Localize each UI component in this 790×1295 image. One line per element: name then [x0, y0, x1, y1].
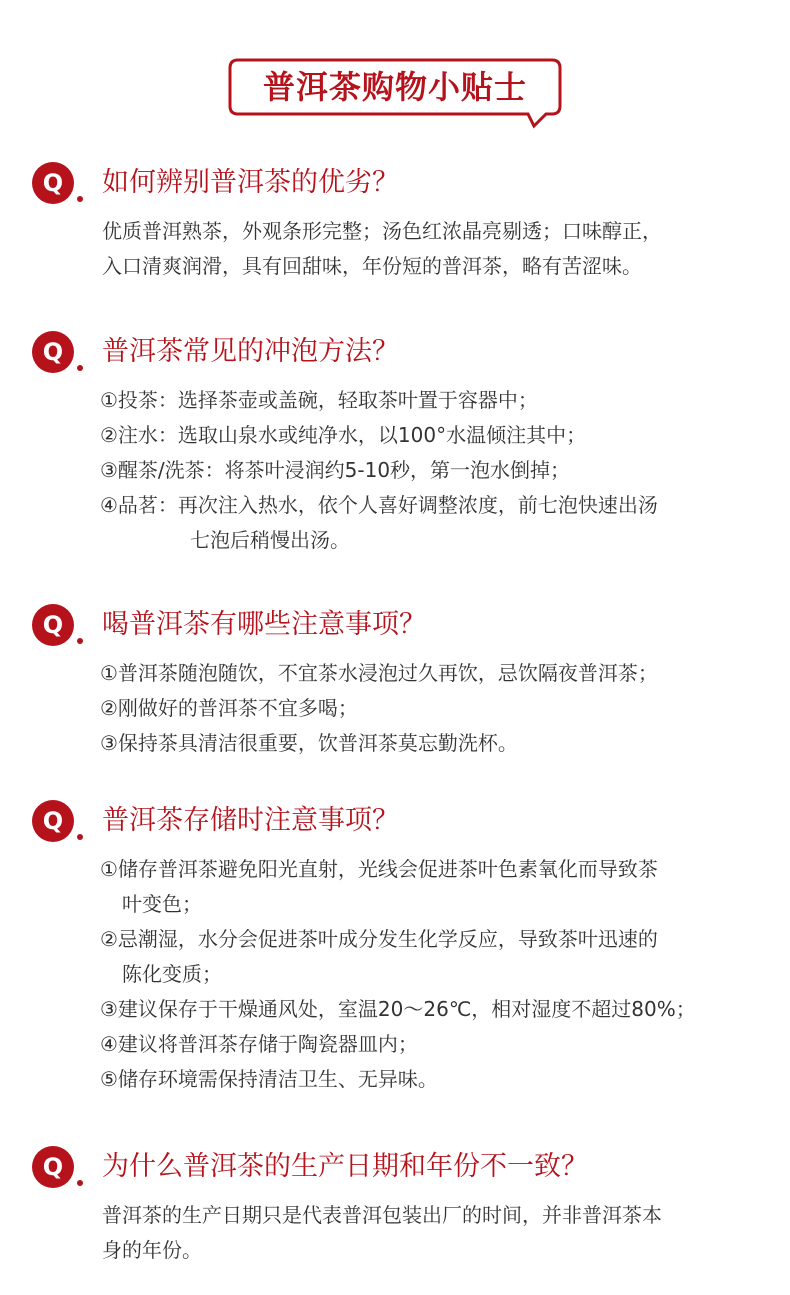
answer-line: ③建议保存于干燥通风处，室温20～26℃，相对湿度不超过80%；: [100, 997, 696, 1021]
q-badge-icon: [30, 160, 90, 206]
answer-line: 优质普洱熟茶，外观条形完整；汤色红浓晶亮剔透；口味醇正，: [102, 219, 662, 243]
answer-text: [102, 214, 662, 284]
answer-line: ①投茶：选择茶壶或盖碗，轻取茶叶置于容器中；: [100, 388, 538, 412]
page-title: 普洱茶购物小贴士: [262, 68, 527, 106]
title-banner: [228, 58, 562, 116]
answer-line: 陈化变质；: [122, 962, 222, 986]
answer-line: ⑤储存环境需保持清洁卫生、无异味。: [100, 1067, 438, 1091]
question-text: 如何辨别普洱茶的优劣？: [102, 167, 399, 198]
answer-line: 普洱茶的生产日期只是代表普洱包装出厂的时间，并非普洱茶本: [102, 1203, 662, 1227]
question-text: 普洱茶存储时注意事项？: [102, 805, 399, 836]
q-badge-letter: Q: [42, 611, 64, 639]
answer-line: 身的年份。: [102, 1238, 202, 1262]
q-badge-letter: Q: [42, 338, 64, 366]
q-badge-letter: Q: [42, 1153, 64, 1181]
answer-line: ②忌潮湿，水分会促进茶叶成分发生化学反应，导致茶叶迅速的: [100, 927, 658, 951]
q-badge-letter: Q: [42, 807, 64, 835]
answer-line: ③保持茶具清洁很重要，饮普洱茶莫忘勤洗杯。: [100, 731, 518, 755]
answer-line: ②刚做好的普洱茶不宜多喝；: [100, 696, 358, 720]
answer-line: ①储存普洱茶避免阳光直射，光线会促进茶叶色素氧化而导致茶: [100, 857, 658, 881]
answer-line: 入口清爽润滑，具有回甜味，年份短的普洱茶，略有苦涩味。: [102, 254, 642, 278]
q-badge-icon: [30, 1144, 90, 1190]
question-text: 为什么普洱茶的生产日期和年份不一致？: [102, 1151, 588, 1182]
question-text: 喝普洱茶有哪些注意事项？: [102, 609, 426, 640]
q-badge-icon: [30, 329, 90, 375]
answer-line: ①普洱茶随泡随饮，不宜茶水浸泡过久再饮，忌饮隔夜普洱茶；: [100, 661, 658, 685]
answer-line: 七泡后稍慢出汤。: [190, 528, 350, 552]
answer-line: ②注水：选取山泉水或纯净水，以100°水温倾注其中；: [100, 423, 587, 447]
question-text: 普洱茶常见的冲泡方法？: [102, 336, 399, 367]
q-badge-icon: [30, 798, 90, 844]
answer-line: ③醒茶/洗茶：将茶叶浸润约5-10秒，第一泡水倒掉；: [100, 458, 571, 482]
answer-text: [100, 383, 658, 558]
answer-line: ④品茗：再次注入热水，依个人喜好调整浓度，前七泡快速出汤: [100, 493, 658, 517]
answer-text: [100, 656, 658, 761]
answer-line: 叶变色；: [122, 892, 202, 916]
q-badge-letter: Q: [42, 169, 64, 197]
answer-text: [100, 852, 696, 1097]
answer-text: [102, 1198, 662, 1268]
answer-line: ④建议将普洱茶存储于陶瓷器皿内；: [100, 1032, 418, 1056]
q-badge-icon: [30, 602, 90, 648]
